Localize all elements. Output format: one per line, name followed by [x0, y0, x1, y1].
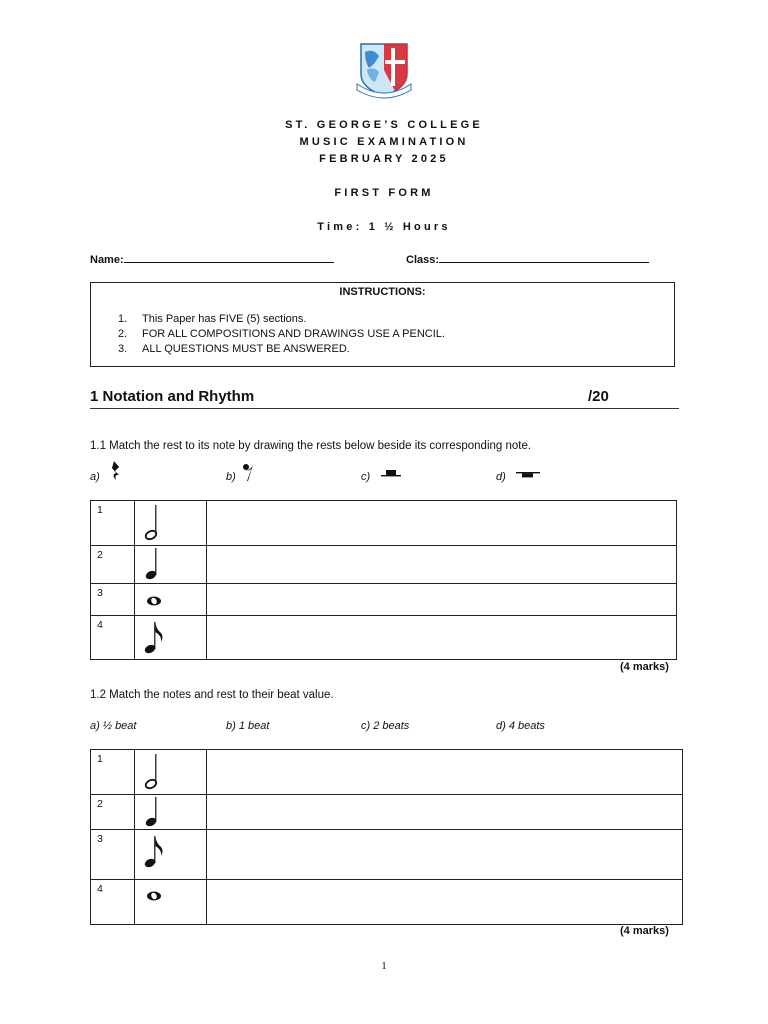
row-number: 1: [91, 501, 135, 546]
instruction-item: 2. FOR ALL COMPOSITIONS AND DRAWINGS USE A PENCIL.: [118, 328, 445, 340]
half-note-icon: [143, 752, 163, 792]
answer-cell[interactable]: [207, 584, 677, 616]
q1-1-table: [90, 500, 677, 660]
table-row: [91, 501, 677, 546]
answer-cell[interactable]: [207, 501, 677, 546]
beat-option-a: a) ½ beat: [90, 720, 137, 732]
table-row: [91, 795, 683, 830]
table-row: [91, 830, 683, 880]
quarter-note-icon: [143, 547, 163, 583]
note-cell: [135, 616, 207, 660]
row-number: 4: [91, 880, 135, 925]
whole-note-icon: [144, 594, 164, 608]
answer-cell[interactable]: [207, 750, 683, 795]
exam-duration: Time: 1 ½ Hours: [317, 221, 451, 233]
row-number: 3: [91, 830, 135, 880]
section-score: /20: [588, 388, 609, 405]
beat-option-d: d) 4 beats: [496, 720, 545, 732]
row-number: 4: [91, 616, 135, 660]
name-label: Name:: [90, 254, 124, 266]
question-1-2-prompt: 1.2 Match the notes and rest to their beat value.: [90, 689, 334, 701]
beat-option-b: b) 1 beat: [226, 720, 270, 732]
option-a: a): [90, 471, 100, 483]
option-d: d): [496, 471, 506, 483]
instructions-title: INSTRUCTIONS:: [339, 286, 426, 298]
table-row: [91, 880, 683, 925]
quarter-note-icon: [143, 796, 163, 829]
class-blank-line[interactable]: [439, 253, 649, 263]
note-cell: [135, 795, 207, 830]
answer-cell[interactable]: [207, 880, 683, 925]
table-row: [91, 750, 683, 795]
name-blank-line[interactable]: [124, 253, 334, 263]
marks-label: (4 marks): [620, 661, 669, 673]
section-title: 1 Notation and Rhythm: [90, 388, 255, 405]
q1-2-table: [90, 749, 683, 925]
section-divider: [90, 408, 679, 409]
table-row: [91, 616, 677, 660]
school-name: ST. GEORGE’S COLLEGE: [285, 119, 483, 131]
quarter-rest-icon: [110, 460, 124, 482]
class-label: Class:: [406, 254, 440, 266]
instructions-list: [118, 312, 445, 357]
half-note-icon: [143, 503, 163, 543]
eighth-note-icon: [142, 620, 166, 656]
whole-note-icon: [144, 889, 164, 903]
option-b: b): [226, 471, 236, 483]
answer-cell[interactable]: [207, 546, 677, 584]
class-field[interactable]: [406, 253, 649, 266]
row-number: 2: [91, 795, 135, 830]
answer-cell[interactable]: [207, 830, 683, 880]
instruction-item: 1. This Paper has FIVE (5) sections.: [118, 313, 307, 325]
exam-date: FEBRUARY 2025: [319, 153, 449, 165]
school-crest-logo: [355, 40, 413, 100]
half-rest-icon: [380, 468, 402, 480]
note-cell: [135, 830, 207, 880]
form-level: FIRST FORM: [334, 187, 434, 199]
eighth-note-icon: [142, 834, 166, 870]
instruction-item: 3. ALL QUESTIONS MUST BE ANSWERED.: [118, 343, 350, 355]
note-cell: [135, 584, 207, 616]
note-cell: [135, 546, 207, 584]
name-field[interactable]: [90, 253, 334, 266]
marks-label: (4 marks): [620, 925, 669, 937]
row-number: 1: [91, 750, 135, 795]
row-number: 2: [91, 546, 135, 584]
question-1-1-prompt: 1.1 Match the rest to its note by drawing the rests below beside its corresponding note.: [90, 440, 532, 452]
page-number: 1: [381, 960, 387, 972]
beat-option-c: c) 2 beats: [361, 720, 410, 732]
note-cell: [135, 750, 207, 795]
table-row: [91, 546, 677, 584]
note-cell: [135, 501, 207, 546]
note-cell: [135, 880, 207, 925]
answer-cell[interactable]: [207, 616, 677, 660]
whole-rest-icon: [515, 468, 541, 480]
exam-title: MUSIC EXAMINATION: [299, 136, 469, 148]
option-c: c): [361, 471, 371, 483]
eighth-rest-icon: [242, 462, 256, 482]
row-number: 3: [91, 584, 135, 616]
answer-cell[interactable]: [207, 795, 683, 830]
table-row: [91, 584, 677, 616]
